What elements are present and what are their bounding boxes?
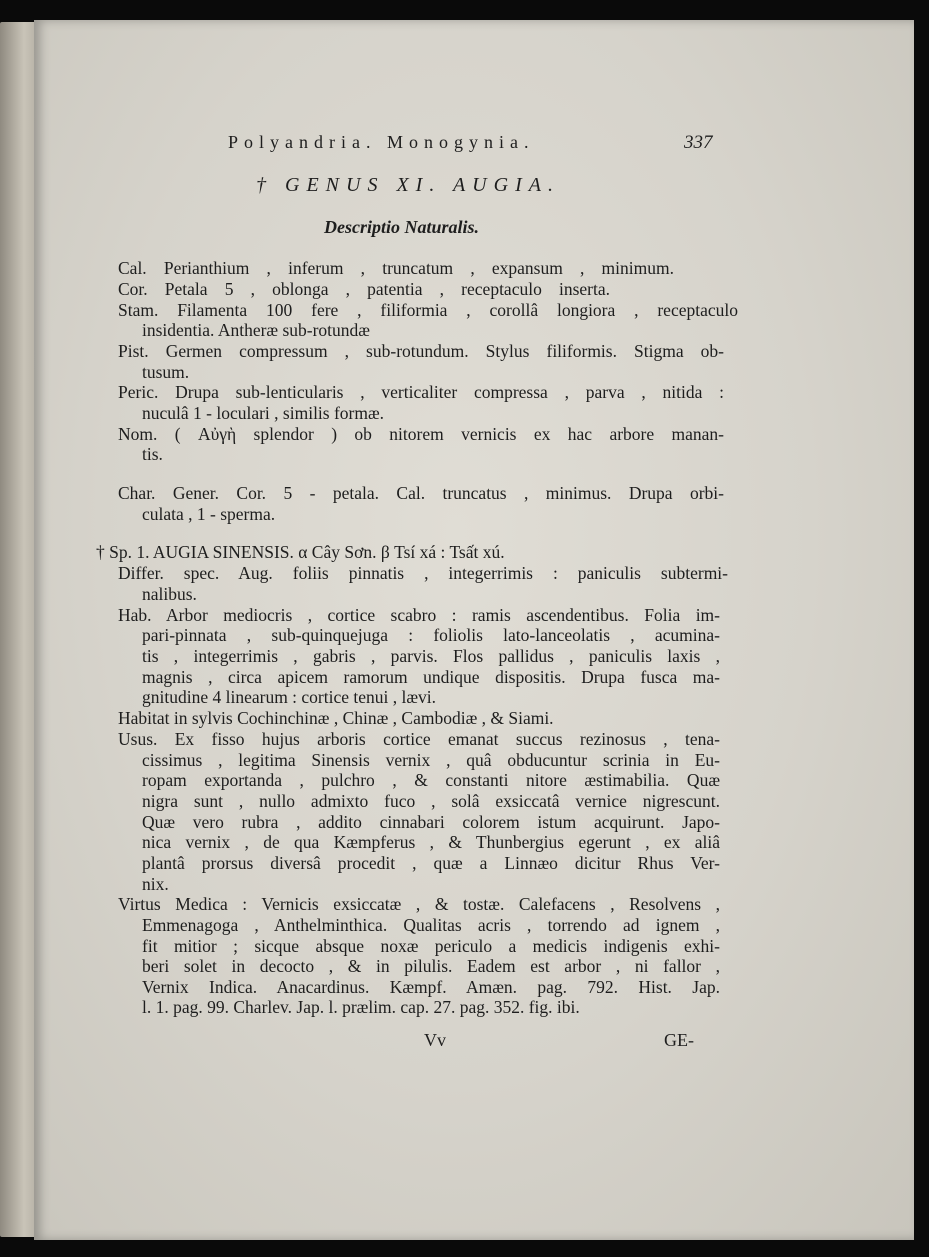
- species-line: tis , integerrimis , gabris , parvis. Flos pallidus , paniculis laxis ,: [142, 646, 720, 666]
- species-heading: † Sp. 1. AUGIA SINENSIS. α Cây Sơn. β Tsí xá : Tsất xú.: [96, 542, 505, 562]
- species-line: cissimus , legitima Sinensis vernix , quâ obducuntur scrinia in Eu-: [142, 750, 720, 770]
- genus-title: † GENUS XI. AUGIA.: [256, 174, 560, 196]
- running-title: Polyandria. Monogynia.: [228, 132, 535, 152]
- section-title: Descriptio Naturalis.: [324, 217, 480, 237]
- species-line: pari-pinnata , sub-quinquejuga : foliolis lato-lanceolatis , acumina-: [142, 625, 720, 645]
- species-line: l. 1. pag. 99. Charlev. Jap. l. prælim. cap. 27. pag. 352. fig. ibi.: [142, 997, 580, 1017]
- description-line: insidentia. Antheræ sub-rotundæ: [142, 320, 370, 340]
- description-line: Pist. Germen compressum , sub-rotundum. Stylus filiformis. Stigma ob-: [118, 341, 724, 361]
- species-line: fit mitior ; sicque absque noxæ periculo a medicis indigenis exhi-: [142, 936, 720, 956]
- description-line: Cal. Perianthium , inferum , truncatum , expansum , minimum.: [118, 258, 674, 278]
- species-line: magnis , circa apicem ramorum undique dispositis. Drupa fusca ma-: [142, 667, 720, 687]
- signature-mark: Vv: [424, 1030, 446, 1050]
- description-line: nuculâ 1 - loculari , similis formæ.: [142, 403, 385, 423]
- description-line: tusum.: [142, 362, 190, 382]
- species-line: plantâ prorsus diversâ procedit , quæ a Linnæo dicitur Rhus Ver-: [142, 853, 720, 873]
- species-line: Differ. spec. Aug. foliis pinnatis , integerrimis : paniculis subtermi-: [118, 563, 728, 583]
- species-line: Usus. Ex fisso hujus arboris cortice emanat succus rezinosus , tena-: [118, 729, 720, 749]
- species-line: Hab. Arbor mediocris , cortice scabro : ramis ascendentibus. Folia im-: [118, 605, 720, 625]
- species-line: ropam exportanda , pulchro , & constanti nitore æstimabilia. Quæ: [142, 770, 720, 790]
- book-page: [34, 20, 914, 1240]
- species-line: Habitat in sylvis Cochinchinæ , Chinæ , Cambodiæ , & Siami.: [118, 708, 554, 728]
- character-line: culata , 1 - sperma.: [142, 504, 276, 524]
- species-line: Emmenagoga , Anthelminthica. Qualitas acris , torrendo ad ignem ,: [142, 915, 720, 935]
- species-line: gnitudine 4 linearum : cortice tenui , lævi.: [142, 687, 437, 707]
- species-line: Virtus Medica : Vernicis exsiccatæ , & tostæ. Calefacens , Resolvens ,: [118, 894, 720, 914]
- description-line: Cor. Petala 5 , oblonga , patentia , receptaculo inserta.: [118, 279, 610, 299]
- species-line: nalibus.: [142, 584, 197, 604]
- catchword: GE-: [664, 1030, 694, 1050]
- description-line: tis.: [142, 444, 163, 464]
- description-line: Stam. Filamenta 100 fere , filiformia , corollâ longiora , receptaculo: [118, 300, 738, 320]
- species-line: nigra sunt , nullo admixto fuco , solâ exsiccatâ vernice nigrescunt.: [142, 791, 720, 811]
- description-line: Nom. ( Αὐγὴ splendor ) ob nitorem vernicis ex hac arbore manan-: [118, 424, 724, 444]
- species-line: Quæ vero rubra , addito cinnabari colorem istum acquirunt. Japo-: [142, 812, 720, 832]
- species-line: nix.: [142, 874, 169, 894]
- species-line: beri solet in decocto , & in pilulis. Eadem est arbor , ni fallor ,: [142, 956, 720, 976]
- character-line: Char. Gener. Cor. 5 - petala. Cal. truncatus , minimus. Drupa orbi-: [118, 483, 724, 503]
- page-number: 337: [684, 132, 713, 153]
- species-line: Vernix Indica. Anacardinus. Kæmpf. Amæn. pag. 792. Hist. Jap.: [142, 977, 720, 997]
- description-line: Peric. Drupa sub-lenticularis , verticaliter compressa , parva , nitida :: [118, 382, 724, 402]
- species-line: nica vernix , de qua Kæmpferus , & Thunbergius egerunt , ex aliâ: [142, 832, 720, 852]
